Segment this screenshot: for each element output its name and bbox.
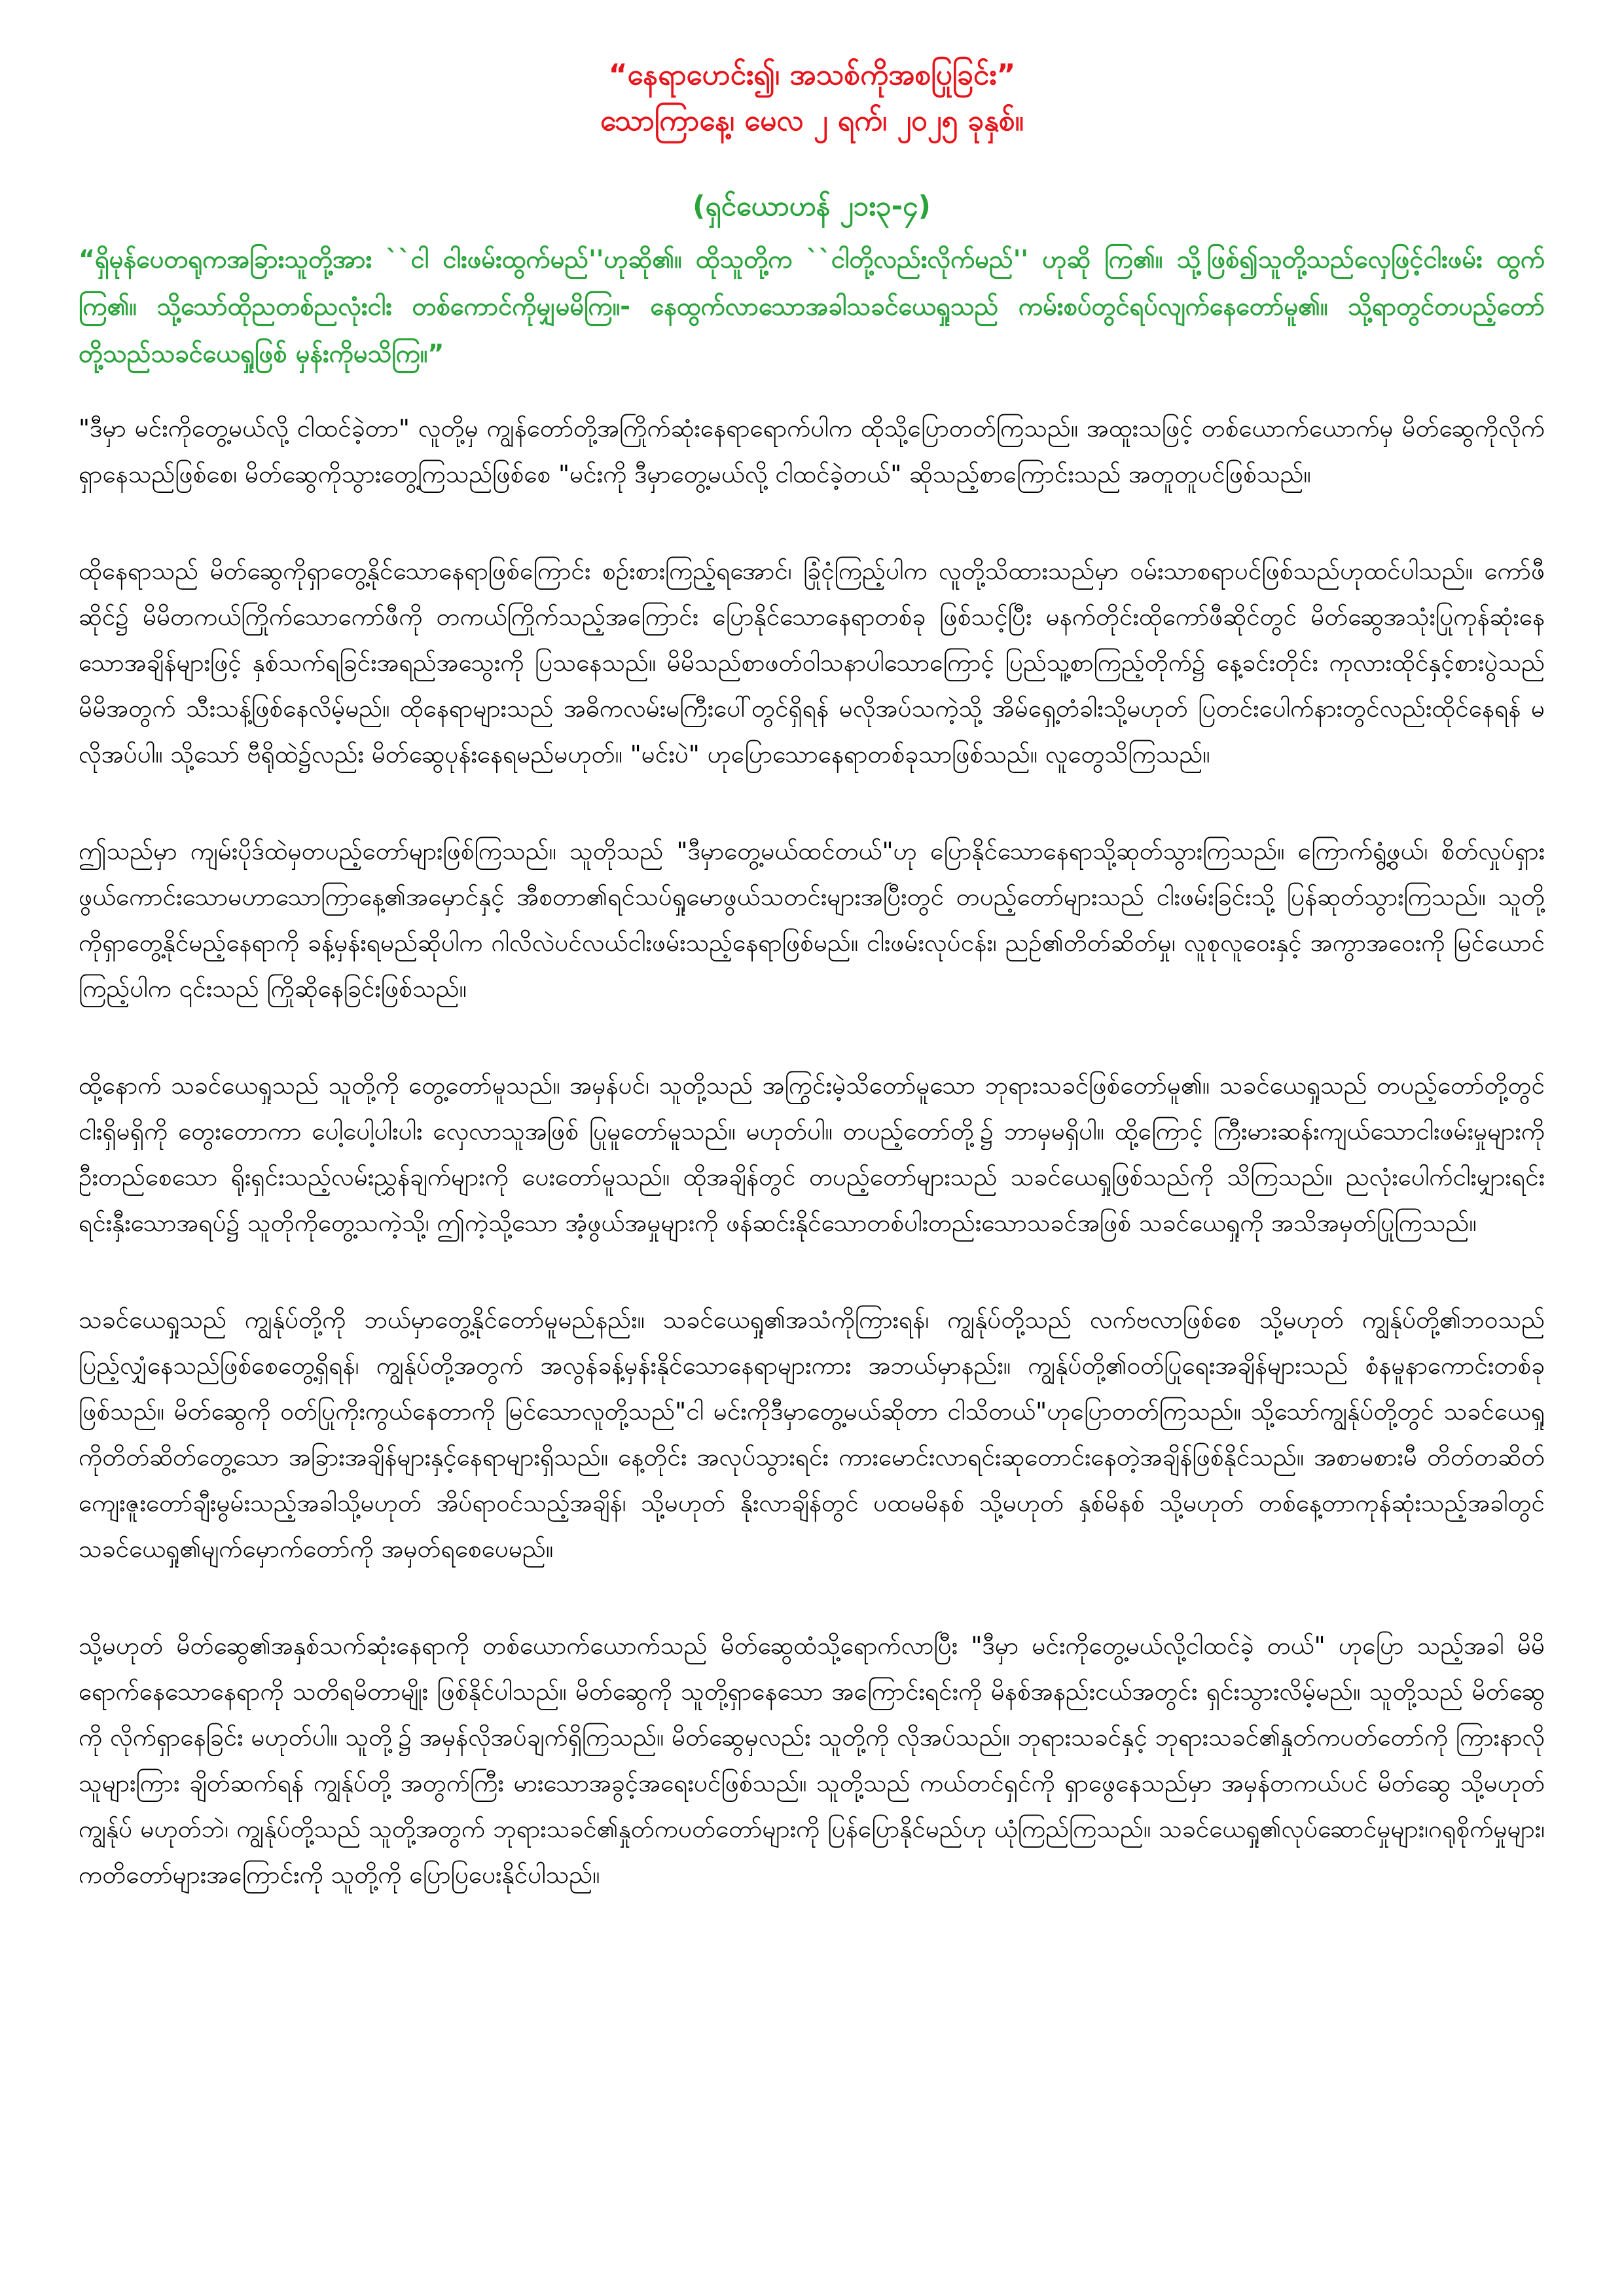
scripture-block [79, 183, 1545, 377]
body-paragraph-1: "ဒီမှာ မင်းကိုတွေ့မယ်လို့ ငါထင်ခဲ့တာ" လူတို့မှ ကျွန်တော်တို့အကြိုက်ဆုံးနေရာရောက်ပါက ထိုသို့ပြောတတ်ကြသည်။ အထူးသဖြင့် တစ်ယောက်ယောက်မှ မိတ်ဆွေကိုလိုက်ရှာနေသည်ဖြစ်စေ၊ မိတ်ဆွေကိုသွားတွေ့ကြသည်ဖြစ်စေ "မင်းကို ဒီမှာတွေ့မယ်လို့ ငါထင်ခဲ့တယ်" ဆိုသည့်စာကြောင်းသည် အတူတူပင်ဖြစ်သည်။ [79, 414, 1545, 488]
body-paragraph-4: ထို့နောက် သခင်ယေရှုသည် သူတို့ကို တွေ့တော်မူသည်။ အမှန်ပင်၊ သူတို့သည် အကြွင်းမဲ့သိတော်မူသော ဘုရားသခင်ဖြစ်တော်မူ၏။ သခင်ယေရှုသည် တပည့်တော်တို့တွင် ငါးရှိမရှိကို တွေးတောကာ ပေါ့ပေါ့ပါးပါး လှေလာသူအဖြစ် ပြုမူတော်မူသည်။ မဟုတ်ပါ။ တပည့်တော်တို့၌ ဘာမှမရှိပါ။ ထို့ကြောင့် ကြီးမားဆန်းကျယ်သောငါးဖမ်းမှုများကို ဦးတည်စေသော ရိုးရှင်းသည့်လမ်းညွှန်ချက်များကို ပေးတော်မူသည်။ ထိုအချိန်တွင် တပည့်တော်များသည် သခင်ယေရှုဖြစ်သည်ကို သိကြသည်။ ညလုံးပေါက်ငါးမျှားရင်း ရင်းနှီးသောအရပ်၌ သူတိုကိုတွေ့သကဲ့သို့၊ ဤကဲ့သို့သော အံ့ဖွယ်အမှုများကို ဖန်ဆင်းနိုင်သောတစ်ပါးတည်းသောသခင်အဖြစ် သခင်ယေရှုကို အသိအမှတ်ပြုကြသည်။ [79, 1071, 1545, 1237]
devotional-body [79, 406, 1545, 1949]
body-paragraph-2: ထိုနေရာသည် မိတ်ဆွေကိုရှာတွေ့နိုင်သောနေရာဖြစ်ကြောင်း စဉ်းစားကြည့်ရအောင်၊ ခြုံငုံကြည့်ပါက လူတို့သိထားသည်မှာ ဝမ်းသာစရာပင်ဖြစ်သည်ဟုထင်ပါသည်။ ကော်ဖီဆိုင်၌ မိမိတကယ်ကြိုက်သောကော်ဖီကို တကယ်ကြိုက်သည့်အကြောင်း ပြောနိုင်သောနေရာတစ်ခု ဖြစ်သင့်ပြီး မနက်တိုင်းထိုကော်ဖီဆိုင်တွင် မိတ်ဆွေအသုံးပြုကုန်ဆုံးနေသောအချိန်များဖြင့် နှစ်သက်ရခြင်းအရည်အသွေးကို ပြသနေသည်။ မိမိသည်စာဖတ်ဝါသနာပါသောကြောင့် ပြည်သူ့စာကြည့်တိုက်၌ နေ့ခင်းတိုင်း ကုလားထိုင်နှင့်စားပွဲသည် မိမိအတွက် သီးသန့်ဖြစ်နေလိမ့်မည်။ ထိုနေရာများသည် အဓိကလမ်းမကြီးပေါ်တွင်ရှိရန် မလိုအပ်သကဲ့သို့ အိမ်ရှေ့တံခါးသို့မဟုတ် ပြတင်းပေါက်နားတွင်လည်းထိုင်နေရန် မလိုအပ်ပါ။ သို့သော် ဗီရိုထဲ၌လည်း မိတ်ဆွေပုန်းနေရမည်မဟုတ်။ "မင်းပဲ" ဟုပြောသောနေရာတစ်ခုသာဖြစ်သည်။ လူတွေသိကြသည်။ [79, 557, 1545, 768]
body-paragraph-3: ဤသည်မှာ ကျမ်းပိုဒ်ထဲမှတပည့်တော်များဖြစ်ကြသည်။ သူတိုသည် "ဒီမှာတွေ့မယ်ထင်တယ်"ဟု ပြောနိုင်သောနေရာသို့ဆုတ်သွားကြသည်။ ကြောက်ရွံ့ဖွယ်၊ စိတ်လှုပ်ရှားဖွယ်ကောင်းသောမဟာသောကြာနေ့၏အမှောင်နှင့် အီစတာ၏ရင်သပ်ရှုမောဖွယ်သတင်းများအပြီးတွင် တပည့်တော်များသည် ငါးဖမ်းခြင်းသို့ ပြန်ဆုတ်သွားကြသည်။ သူတို့ကိုရှာတွေ့နိုင်မည့်နေရာကို ခန့်မှန်းရမည်ဆိုပါက ဂါလိလဲပင်လယ်ငါးဖမ်းသည့်နေရာဖြစ်မည်။ ငါးဖမ်းလုပ်ငန်း၊ ညဉ်၏တိတ်ဆိတ်မှု၊ လူစုလူဝေးနှင့် အကွာအဝေးကို မြင်ယောင်ကြည့်ပါက ၎င်းသည် ကြိုဆိုနေခြင်းဖြစ်သည်။ [79, 837, 1545, 1003]
body-paragraph-5: သခင်ယေရှုသည် ကျွန်ုပ်တို့ကို ဘယ်မှာတွေ့နိုင်တော်မူမည်နည်း။ သခင်ယေရှု၏အသံကိုကြားရန်၊ ကျွန်ုပ်တို့သည် လက်ဗလာဖြစ်စေ သို့မဟုတ် ကျွန်ုပ်တို့၏ဘဝသည် ပြည့်လျှံနေသည်ဖြစ်စေတွေ့ရှိရန်၊ ကျွန်ုပ်တို့အတွက် အလွန်ခန့်မှန်းနိုင်သောနေရာများကား အဘယ်မှာနည်း။ ကျွန်ုပ်တို့၏ဝတ်ပြုရေးအချိန်များသည် စံနမူနာကောင်းတစ်ခုဖြစ်သည်။ မိတ်ဆွေကို ဝတ်ပြုကိုးကွယ်နေတာကို မြင်သောလူတို့သည်"ငါ မင်းကိုဒီမှာတွေ့မယ်ဆိုတာ ငါသိတယ်"ဟုပြောတတ်ကြသည်။ သို့သော်ကျွန်ုပ်တို့တွင် သခင်ယေရှုကိုတိတ်ဆိတ်တွေ့သော အခြားအချိန်များနှင့်နေရာများရှိသည်။ နေ့တိုင်း အလုပ်သွားရင်း ကားမောင်းလာရင်းဆုတောင်းနေတဲ့အချိန်ဖြစ်နိုင်သည်။ အစာမစားမီ တိတ်တဆိတ်ကျေးဇူးတော်ချီးမွမ်းသည့်အခါသို့မဟုတ် အိပ်ရာဝင်သည့်အချိန်၊ သို့မဟုတ် နိုးလာချိန်တွင် ပထမမိနစ် သို့မဟုတ် နှစ်မိနစ် သို့မဟုတ် တစ်နေ့တာကုန်ဆုံးသည့်အခါတွင် သခင်ယေရှု၏မျက်မှောက်တော်ကို အမှတ်ရစေပေမည်။ [79, 1306, 1545, 1563]
scripture-reference: (ရှင်ယောဟန် ၂၁း၃-၄) [693, 190, 931, 222]
devotional-title: “နေရာပောင်း၍၊ အသစ်ကိုအစပြုခြင်း” [608, 58, 1016, 92]
devotional-date: သောကြာနေ့၊ မေလ ၂ ရက်၊ ၂၀၂၅ ခုနှစ်။ [600, 104, 1024, 137]
scripture-verse: “ရှိမုန်ပေတရုကအခြားသူတို့အား ``ငါ ငါးဖမ်းထွက်မည်''ဟုဆို၏။ ထိုသူတို့က ``ငါတို့လည်းလိုက်မည်'' ဟုဆို ကြ၏။ သို့ဖြစ်၍သူတို့သည်လှေဖြင့်ငါးဖမ်း ထွက်ကြ၏။ သို့သော်ထိုညတစ်ညလုံးငါး တစ်ကောင်ကိုမျှမမိကြ။- နေထွက်လာသောအခါသခင်ယေရှုသည် ကမ်းစပ်တွင်ရပ်လျက်နေတော်မူ၏။ သို့ရာတွင်တပည့်တော်တို့သည်သခင်ယေရှုဖြစ် မှန်းကိုမသိကြ။” [79, 245, 1545, 368]
body-paragraph-6: သို့မဟုတ် မိတ်ဆွေ၏အနှစ်သက်ဆုံးနေရာကို တစ်ယောက်ယောက်သည် မိတ်ဆွေထံသို့ရောက်လာပြီး "ဒီမှာ မင်းကိုတွေ့မယ်လို့ငါထင်ခဲ့ တယ်" ဟုပြော သည့်အခါ မိမိရောက်နေသောနေရာကို သတိရမိတာမျိုး ဖြစ်နိုင်ပါသည်။ မိတ်ဆွေကို သူတို့ရှာနေသော အကြောင်းရင်းကို မိနစ်အနည်းငယ်အတွင်း ရှင်းသွားလိမ့်မည်။ သူတို့သည် မိတ်ဆွေကို လိုက်ရှာနေခြင်း မဟုတ်ပါ။ သူတို့၌ အမှန်လိုအပ်ချက်ရှိကြသည်။ မိတ်ဆွေမှလည်း သူတို့ကို လိုအပ်သည်။ ဘုရားသခင်နှင့် ဘုရားသခင်၏နှုတ်ကပတ်တော်ကို ကြားနာလိုသူများကြား ချိတ်ဆက်ရန် ကျွန်ုပ်တို့ အတွက်ကြီး မားသောအခွင့်အရေးပင်ဖြစ်သည်။ သူတို့သည် ကယ်တင်ရှင်ကို ရှာဖွေနေသည်မှာ အမှန်တကယ်ပင် မိတ်ဆွေ သို့မဟုတ် ကျွန်ုပ် မဟုတ်ဘဲ၊ ကျွန်ုပ်တို့သည် သူတို့အတွက် ဘုရားသခင်၏နှုတ်ကပတ်တော်များကို ပြန်ပြောနိုင်မည်ဟု ယုံကြည်ကြသည်။ သခင်ယေရှု၏လုပ်ဆောင်မှုများ၊ဂရုစိုက်မှုများ၊ ကတိတော်များအကြောင်းကို သူတို့ကို ပြောပြပေးနိုင်ပါသည်။ [79, 1632, 1545, 1889]
